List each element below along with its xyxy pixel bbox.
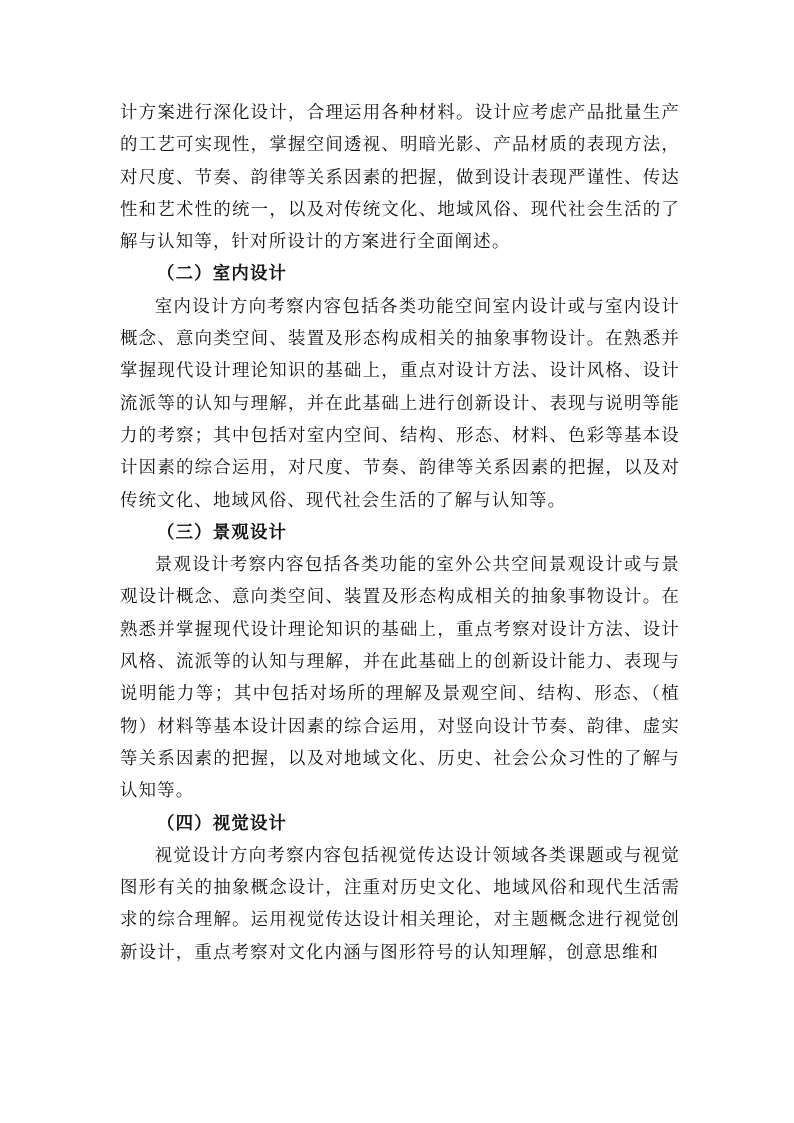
section-heading-interior-design: （二）室内设计 (157, 264, 288, 285)
section-body-landscape-design: 景观设计考察内容包括各类功能的室外公共空间景观设计或与景观设计概念、意向类空间、装置及形态构成相关的抽象事物设计。在熟悉并掌握现代设计理论知识的基础上，重点考察对设计方法、设计风格、流派等的认知与理解，并在此基础上的创新设计能力、表现与说明能力等；其中包括对场所的理解及景观空间、结构、形态、（植物）材料等基本设计因素的综合运用，对竖向设计节奏、韵律、虚实等关系因素的把握，以及对地域文化、历史、社会公众习性的了解与认知等。 (120, 555, 680, 802)
paragraph-continued: 计方案进行深化设计，合理运用各种材料。设计应考虑产品批量生产的工艺可实现性，掌握空间透视、明暗光影、产品材质的表现方法，对尺度、节奏、韵律等关系因素的把握，做到设计表现严谨性、传达性和艺术性的统一，以及对传统文化、地域风俗、现代社会生活的了解与认知等，针对所设计的方案进行全面阐述。 (120, 103, 680, 253)
document-body (120, 97, 680, 969)
section-body-interior-design: 室内设计方向考察内容包括各类功能空间室内设计或与室内设计概念、意向类空间、装置及形态构成相关的抽象事物设计。在熟悉并掌握现代设计理论知识的基础上，重点对设计方法、设计风格、设计流派等的认知与理解，并在此基础上进行创新设计、表现与说明等能力的考察；其中包括对室内空间、结构、形态、材料、色彩等基本设计因素的综合运用，对尺度、节奏、韵律等关系因素的把握，以及对传统文化、地域风俗、现代社会生活的了解与认知等。 (120, 296, 680, 511)
section-body-visual-design: 视觉设计方向考察内容包括视觉传达设计领域各类课题或与视觉图形有关的抽象概念设计，注重对历史文化、地域风俗和现代生活需求的综合理解。运用视觉传达设计相关理论，对主题概念进行视觉创新设计，重点考察对文化内涵与图形符号的认知理解，创意思维和 (120, 845, 680, 963)
section-heading-landscape-design: （三）景观设计 (157, 522, 288, 543)
section-heading-visual-design: （四）视觉设计 (157, 813, 288, 834)
